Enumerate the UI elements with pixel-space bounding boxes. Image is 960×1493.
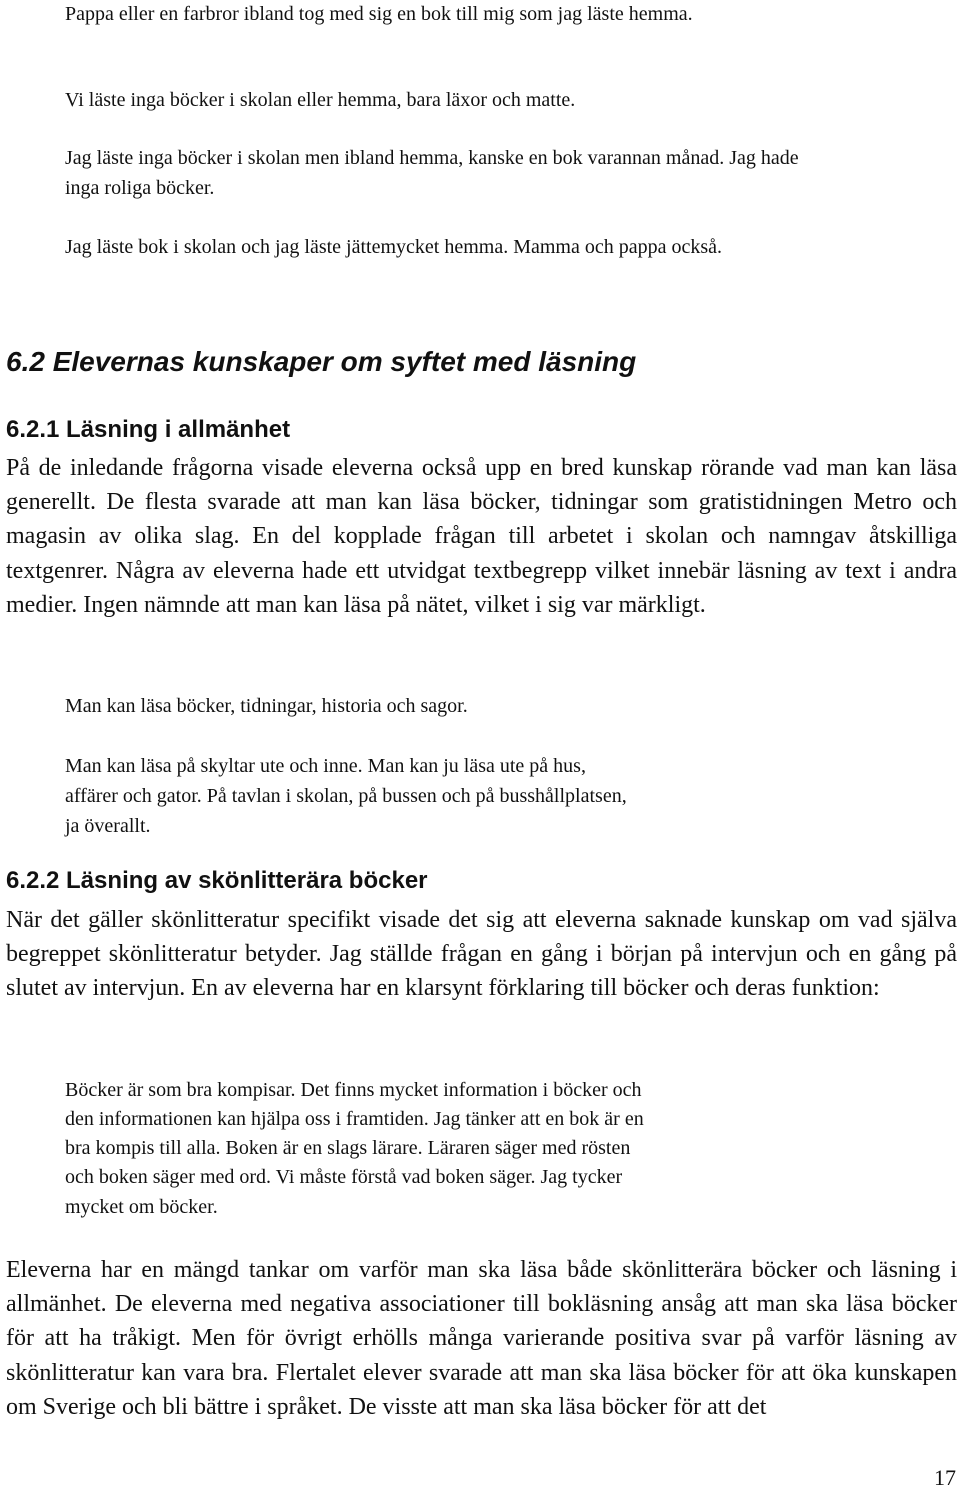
interview-quote: Jag läste bok i skolan och jag läste jättemycket hemma. Mamma och pappa också.	[65, 236, 723, 258]
interview-quote-line: Man kan läsa på skyltar ute och inne. Man kan ju läsa ute på hus,	[65, 755, 586, 777]
interview-quote: Man kan läsa böcker, tidningar, historia och sagor.	[65, 695, 468, 717]
section-heading: 6.2 Elevernas kunskaper om syftet med läsning	[6, 346, 637, 377]
subsection-heading: 6.2.1 Läsning i allmänhet	[6, 416, 291, 443]
body-paragraph: På de inledande frågorna visade eleverna också upp en bred kunskap rörande vad man kan läsa generellt. De flesta svarade att man kan läsa böcker, tidningar som gratistidningen Metro och magasin av olika slag. En del kopplade frågan till arbetet i skolan och namngav åtskilliga textgenrer. Några av eleverna hade ett utvidgat textbegrepp vilket innebär läsning av text i andra medier. Ingen nämnde att man kan läsa på nätet, vilket i sig var märkligt.	[6, 455, 957, 618]
subsection-heading: 6.2.2 Läsning av skönlitterära böcker	[6, 867, 428, 894]
interview-quote-line: affärer och gator. På tavlan i skolan, på bussen och på busshållplatsen,	[65, 785, 627, 807]
page-number: 17	[934, 1465, 956, 1490]
interview-quote: Jag läste inga böcker i skolan men ibland hemma, kanske en bok varannan månad. Jag hade inga roliga böcker.	[65, 147, 799, 199]
interview-quote-line: den informationen kan hjälpa oss i framtiden. Jag tänker att en bok är en	[65, 1108, 644, 1130]
interview-quote-line: Böcker är som bra kompisar. Det finns mycket information i böcker och	[65, 1079, 642, 1101]
interview-quote: Pappa eller en farbror ibland tog med sig en bok till mig som jag läste hemma.	[65, 3, 693, 25]
interview-quote-line: mycket om böcker.	[65, 1196, 218, 1218]
body-paragraph: Eleverna har en mängd tankar om varför man ska läsa både skönlitterära böcker och läsning i allmänhet. De eleverna med negativa associationer till bokläsning ansåg att man ska läsa böcker för att ha tråkigt. Men för övrigt erhölls många varierande positiva svar på varför läsning av skönlitteratur kan vara bra. Flertalet elever svarade att man ska läsa böcker för att öka kunskapen om Sverige och bli bättre i språket. De visste att man ska läsa böcker för att det	[6, 1257, 957, 1420]
interview-quote-line: ja överallt.	[65, 815, 151, 837]
interview-quote-line: bra kompis till alla. Boken är en slags lärare. Läraren säger med rösten	[65, 1137, 631, 1159]
interview-quote: Vi läste inga böcker i skolan eller hemma, bara läxor och matte.	[65, 89, 576, 111]
interview-quote-line: och boken säger med ord. Vi måste förstå vad boken säger. Jag tycker	[65, 1166, 623, 1188]
body-paragraph: När det gäller skönlitteratur specifikt visade det sig att eleverna saknade kunskap om vad själva begreppet skönlitteratur betyder. Jag ställde frågan en gång i början på intervjun och en gång på slutet av intervjun. En av eleverna har en klarsynt förklaring till böcker och deras funktion:	[6, 907, 957, 1002]
